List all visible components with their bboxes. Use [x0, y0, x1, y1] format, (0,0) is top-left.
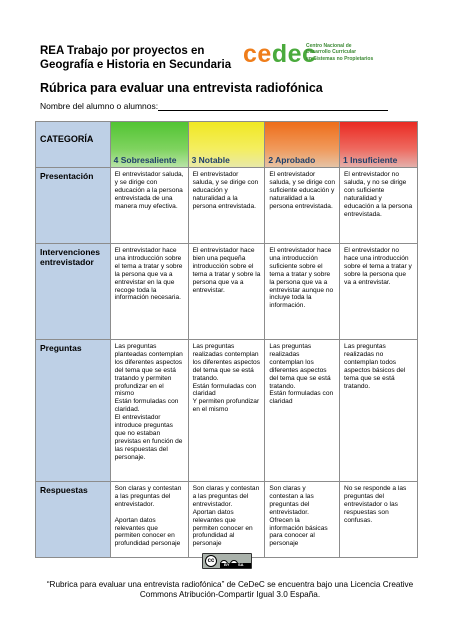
category-label: Presentación	[36, 168, 111, 244]
rubric-header-row	[36, 122, 418, 168]
header-line-1: REA Trabajo por proyectos en	[40, 45, 205, 57]
rubric-row-preguntas	[36, 340, 418, 482]
logo-wordmark: cedec	[243, 40, 317, 68]
rubric-cell: El entrevistador hace una introducción sobre el tema a tratar y sobre la persona que va a entrevistar en la que recoge toda la información necesaria.	[110, 244, 188, 340]
header-line-2: Geografía e Historia en Secundaria	[40, 59, 232, 71]
license-footer	[30, 580, 430, 600]
footer-line-2: Commons Atribución-Compartir Igual 3.0 España.	[139, 590, 321, 599]
rubric-cell: El entrevistador hace bien una pequeña introducción sobre el tema a tratar y sobre la persona que va a entrevistar.	[188, 244, 265, 340]
rubric-cell: El entrevistador hace una introducción suficiente sobre el tema a tratar y sobre la persona que va a entrevistar aunque no incluye toda la información.	[265, 244, 340, 340]
rubric-cell: Las preguntas realizadas no contemplan todos aspectos básicos del tema que se está tratando.	[340, 340, 418, 482]
cedec-logo	[243, 40, 423, 68]
rubric-cell: Las preguntas planteadas contemplan los diferentes aspectos del tema que se está tratando y permiten profundizar en el mismo Están formuladas con claridad. El entrevistador introduce preguntas que no estaban previstas en función de las respuestas del personaje.	[110, 340, 188, 482]
rubric-cell: Son claras y contestan a las preguntas del entrevistador. Aportan datos relevantes que permiten conocer en profundidad al personaje	[188, 482, 265, 558]
rubric-table	[35, 121, 418, 558]
name-underline	[158, 101, 388, 111]
cc-icon: cc	[205, 555, 217, 567]
level-header-1: 1 Insuficiente	[340, 122, 418, 168]
level-header-4: 4 Sobresaliente	[110, 122, 188, 168]
student-name-field[interactable]	[40, 101, 388, 111]
category-label: Intervenciones entrevistador	[36, 244, 111, 340]
rubric-row-intervenciones	[36, 244, 418, 340]
rubric-cell: Las preguntas realizadas contemplan los diferentes aspectos del tema que se está tratando. Están formuladas con claridad Y permiten profundizar en el mismo	[188, 340, 265, 482]
student-name-label: Nombre del alumno o alumnos:	[40, 101, 159, 111]
page-title: Rúbrica para evaluar una entrevista radiofónica	[40, 81, 323, 95]
rubric-cell: No se responde a las preguntas del entrevistador o las respuestas son confusas.	[340, 482, 418, 558]
license-strip: BY SA	[220, 563, 251, 568]
rubric-cell: El entrevistador saluda, y se dirige con educación y naturalidad a la persona entrevistada.	[188, 168, 265, 244]
level-header-3: 3 Notable	[188, 122, 265, 168]
category-header: CATEGORÍA	[36, 122, 111, 168]
rubric-cell: El entrevistador saluda, y se dirige con educación a la persona entrevistada de una manera muy efectiva.	[110, 168, 188, 244]
logo-subtitle: Centro Nacional de Desarrollo Curricular en Sistemas no Propietarios	[306, 43, 374, 62]
document-header	[40, 44, 231, 72]
rubric-cell: El entrevistador saluda, y se dirige con suficiente educación y naturalidad a la persona entrevistada.	[265, 168, 340, 244]
rubric-cell: Las preguntas realizadas contemplan los diferentes aspectos del tema que se está tratando. Están formuladas con claridad	[265, 340, 340, 482]
level-header-2: 2 Aprobado	[265, 122, 340, 168]
rubric-row-respuestas	[36, 482, 418, 558]
footer-line-1: “Rubrica para evaluar una entrevista radiofónica” de CeDeC se encuentra bajo una Licencia Creative	[46, 580, 414, 589]
category-label: Preguntas	[36, 340, 111, 482]
rubric-cell: Son claras y contestan a las preguntas del entrevistador. Aportan datos relevantes que permiten conocer en profundidad personaje	[110, 482, 188, 558]
rubric-cell: Son claras y contestan a las preguntas del entrevistador. Ofrecen la información básicas para conocer al personaje	[265, 482, 340, 558]
category-label: Respuestas	[36, 482, 111, 558]
rubric-cell: El entrevistador no saluda, y no se dirige con suficiente naturalidad y educación a la persona entrevistada.	[340, 168, 418, 244]
creative-commons-badge[interactable]	[202, 553, 252, 569]
rubric-row-presentacion	[36, 168, 418, 244]
rubric-cell: El entrevistador no hace una introducción sobre el tema a tratar y sobre la persona que va a entrevistar.	[340, 244, 418, 340]
